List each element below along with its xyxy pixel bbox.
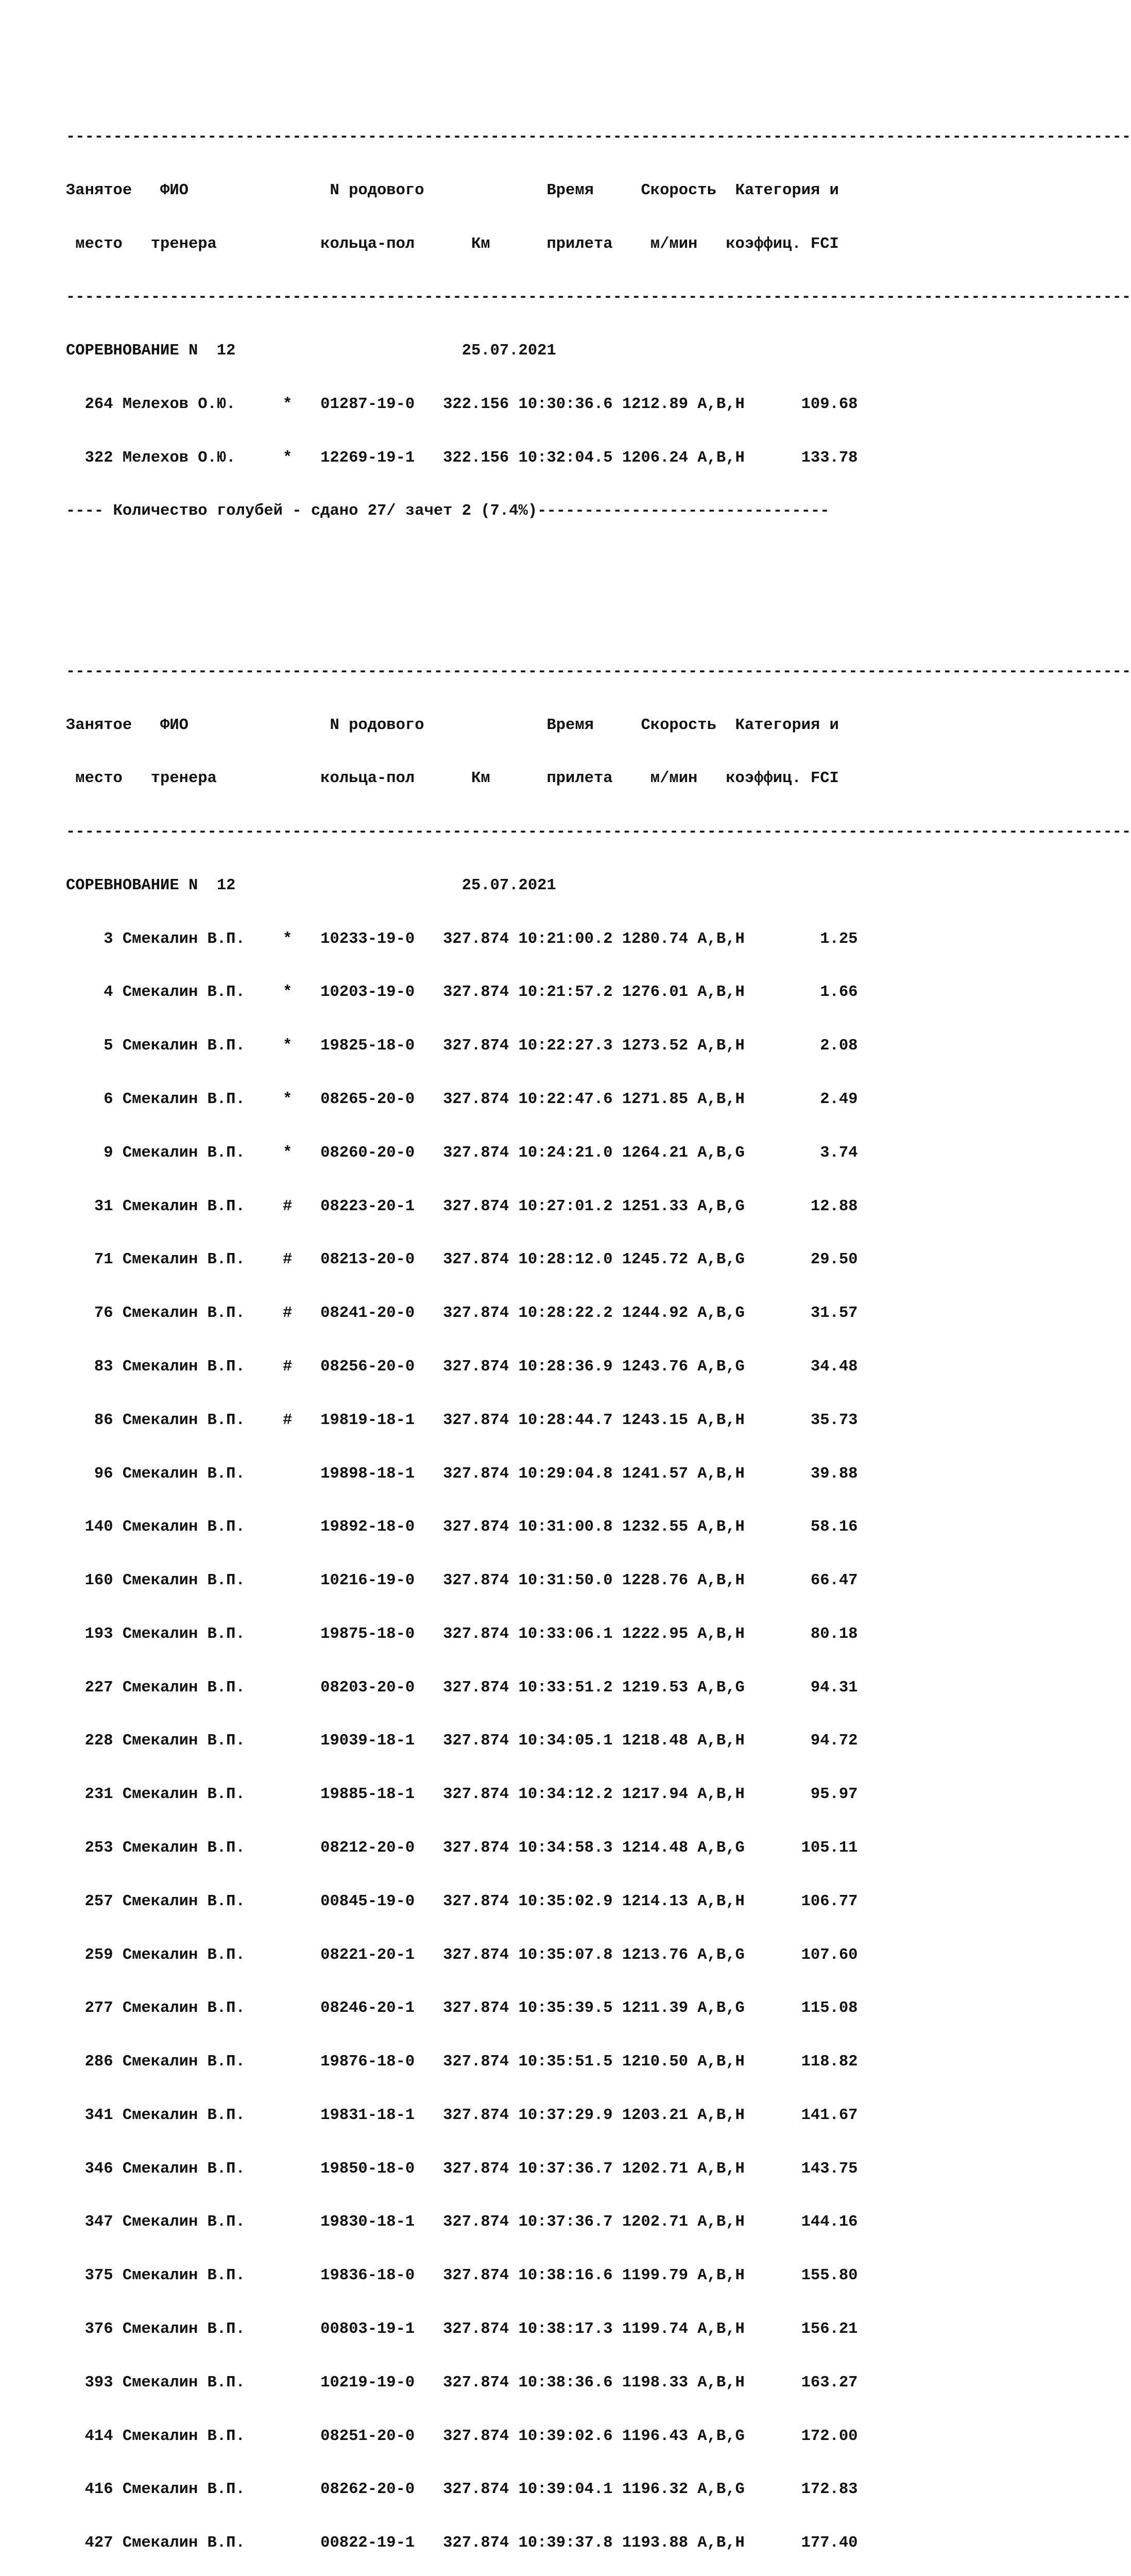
results-section-1 (66, 93, 1131, 556)
summary-line: ---- Количество голубей - сдано 27/ зачет 2 (7.4%)------------------------------- (66, 502, 830, 520)
result-row: 376 Смекалин В.П. 00803-19-1 327.874 10:38:17.3 1199.74 A,B,H 156.21 (66, 2320, 858, 2338)
column-header-line-1: Занятое ФИО N родового Время Скорость Категория и (66, 716, 839, 734)
competition-title: СОРЕВНОВАНИЕ N 12 25.07.2021 (66, 876, 556, 894)
results-section-2 (66, 628, 1131, 2576)
column-header-line-2: место тренера кольца-пол Км прилета м/мин коэффиц. FCI (66, 770, 839, 788)
separator-line: ----------------------------------------------------------------------------------------------------------------- (66, 289, 1131, 307)
result-row: 341 Смекалин В.П. 19831-18-1 327.874 10:37:29.9 1203.21 A,B,H 141.67 (66, 2106, 858, 2124)
result-row: 86 Смекалин В.П. # 19819-18-1 327.874 10:28:44.7 1243.15 A,B,H 35.73 (66, 1411, 858, 1429)
result-row: 322 Мелехов О.Ю. * 12269-19-1 322.156 10:32:04.5 1206.24 A,B,H 133.78 (66, 449, 858, 467)
result-row: 4 Смекалин В.П. * 10203-19-0 327.874 10:21:57.2 1276.01 A,B,H 1.66 (66, 984, 858, 1002)
result-row: 259 Смекалин В.П. 08221-20-1 327.874 10:35:07.8 1213.76 A,B,G 107.60 (66, 1946, 858, 1964)
result-row: 140 Смекалин В.П. 19892-18-0 327.874 10:31:00.8 1232.55 A,B,H 58.16 (66, 1518, 858, 1536)
result-row: 427 Смекалин В.П. 00822-19-1 327.874 10:39:37.8 1193.88 A,B,H 177.40 (66, 2534, 858, 2552)
result-row: 375 Смекалин В.П. 19836-18-0 327.874 10:38:16.6 1199.79 A,B,H 155.80 (66, 2267, 858, 2285)
result-row: 347 Смекалин В.П. 19830-18-1 327.874 10:37:36.7 1202.71 A,B,H 144.16 (66, 2213, 858, 2231)
result-row: 416 Смекалин В.П. 08262-20-0 327.874 10:39:04.1 1196.32 A,B,G 172.83 (66, 2481, 858, 2499)
result-row: 5 Смекалин В.П. * 19825-18-0 327.874 10:22:27.3 1273.52 A,B,H 2.08 (66, 1037, 858, 1055)
result-row: 393 Смекалин В.П. 10219-19-0 327.874 10:38:36.6 1198.33 A,B,H 163.27 (66, 2374, 858, 2392)
result-row: 286 Смекалин В.П. 19876-18-0 327.874 10:35:51.5 1210.50 A,B,H 118.82 (66, 2053, 858, 2071)
result-row: 96 Смекалин В.П. 19898-18-1 327.874 10:29:04.8 1241.57 A,B,H 39.88 (66, 1465, 858, 1483)
competition-title: СОРЕВНОВАНИЕ N 12 25.07.2021 (66, 342, 556, 360)
result-row: 9 Смекалин В.П. * 08260-20-0 327.874 10:24:21.0 1264.21 A,B,G 3.74 (66, 1144, 858, 1162)
result-row: 83 Смекалин В.П. # 08256-20-0 327.874 10:28:36.9 1243.76 A,B,G 34.48 (66, 1358, 858, 1376)
result-row: 257 Смекалин В.П. 00845-19-0 327.874 10:35:02.9 1214.13 A,B,H 106.77 (66, 1892, 858, 1910)
result-row: 71 Смекалин В.П. # 08213-20-0 327.874 10:28:12.0 1245.72 A,B,G 29.50 (66, 1251, 858, 1269)
result-row: 231 Смекалин В.П. 19885-18-1 327.874 10:34:12.2 1217.94 A,B,H 95.97 (66, 1786, 858, 1804)
result-row: 227 Смекалин В.П. 08203-20-0 327.874 10:33:51.2 1219.53 A,B,G 94.31 (66, 1679, 858, 1697)
results-report (66, 39, 1131, 2576)
result-row: 76 Смекалин В.П. # 08241-20-0 327.874 10:28:22.2 1244.92 A,B,G 31.57 (66, 1304, 858, 1323)
result-row: 3 Смекалин В.П. * 10233-19-0 327.874 10:21:00.2 1280.74 A,B,H 1.25 (66, 930, 858, 948)
result-row: 160 Смекалин В.П. 10216-19-0 327.874 10:31:50.0 1228.76 A,B,H 66.47 (66, 1572, 858, 1590)
result-row: 31 Смекалин В.П. # 08223-20-1 327.874 10:27:01.2 1251.33 A,B,G 12.88 (66, 1197, 858, 1215)
result-row: 193 Смекалин В.П. 19875-18-0 327.874 10:33:06.1 1222.95 A,B,H 80.18 (66, 1625, 858, 1643)
result-row: 6 Смекалин В.П. * 08265-20-0 327.874 10:22:47.6 1271.85 A,B,H 2.49 (66, 1091, 858, 1109)
separator-line: ----------------------------------------------------------------------------------------------------------------- (66, 128, 1131, 146)
separator-line: ----------------------------------------------------------------------------------------------------------------- (66, 823, 1131, 841)
column-header-line-2: место тренера кольца-пол Км прилета м/мин коэффиц. FCI (66, 235, 839, 253)
result-row: 264 Мелехов О.Ю. * 01287-19-0 322.156 10:30:36.6 1212.89 A,B,H 109.68 (66, 395, 858, 413)
separator-line: ----------------------------------------------------------------------------------------------------------------- (66, 663, 1131, 681)
result-row: 253 Смекалин В.П. 08212-20-0 327.874 10:34:58.3 1214.48 A,B,G 105.11 (66, 1839, 858, 1857)
column-header-line-1: Занятое ФИО N родового Время Скорость Категория и (66, 181, 839, 199)
result-row: 414 Смекалин В.П. 08251-20-0 327.874 10:39:02.6 1196.43 A,B,G 172.00 (66, 2427, 858, 2445)
result-row: 346 Смекалин В.П. 19850-18-0 327.874 10:37:36.7 1202.71 A,B,H 143.75 (66, 2160, 858, 2178)
result-row: 228 Смекалин В.П. 19039-18-1 327.874 10:34:05.1 1218.48 A,B,H 94.72 (66, 1732, 858, 1750)
result-row: 277 Смекалин В.П. 08246-20-1 327.874 10:35:39.5 1211.39 A,B,G 115.08 (66, 1999, 858, 2018)
